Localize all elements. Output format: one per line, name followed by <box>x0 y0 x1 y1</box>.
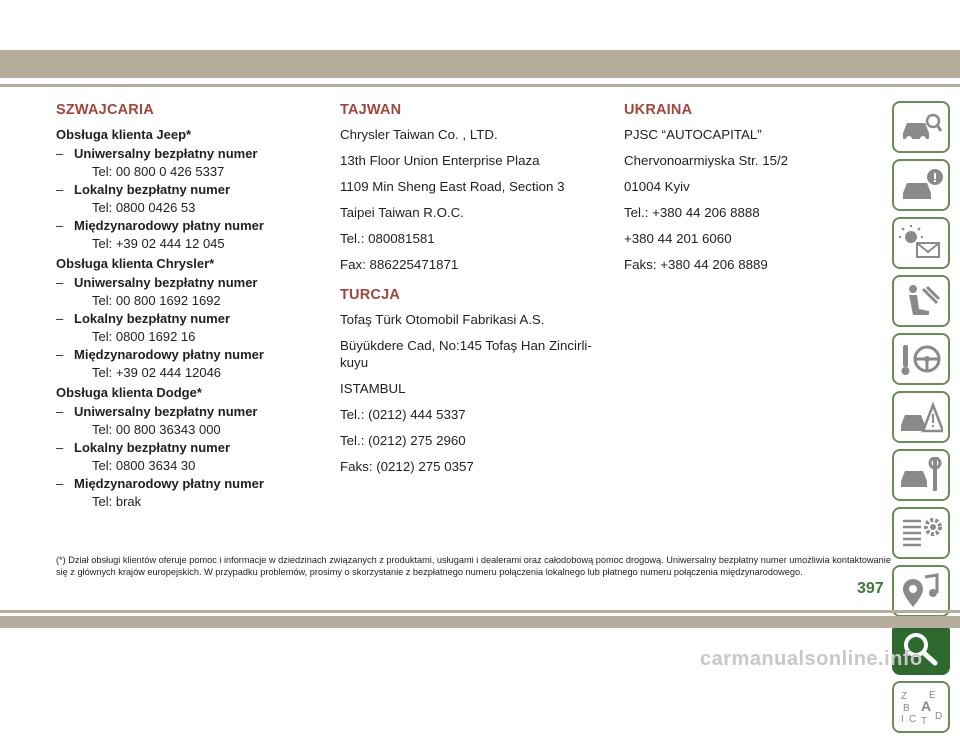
number-type <box>56 439 311 457</box>
number-type <box>56 310 311 328</box>
dash-bullet: – <box>56 347 64 362</box>
number-type <box>56 403 311 421</box>
contact-group <box>56 384 311 510</box>
tab-car-wrench[interactable] <box>892 449 950 501</box>
heading-turkey: TURCJA <box>340 287 401 303</box>
group-title: Obsługa klienta Jeep* <box>56 127 192 142</box>
number-type-label: Międzynarodowy płatny numer <box>74 476 264 491</box>
tab-car-info[interactable] <box>892 159 950 211</box>
phone-number: Tel: brak <box>92 493 142 509</box>
svg-text:Z: Z <box>901 691 908 702</box>
heading-taiwan: TAJWAN <box>340 102 402 118</box>
tab-warning-light-message[interactable] <box>892 217 950 269</box>
turkey-address <box>340 311 608 475</box>
media-navigation-icon <box>899 573 943 609</box>
car-magnifier-icon <box>899 109 943 145</box>
page-number: 397 <box>857 580 884 597</box>
dash-bullet: – <box>56 182 64 197</box>
phone-number: Tel: +39 02 444 12 045 <box>92 235 225 251</box>
phone-line: Tel.: 080081581 <box>340 231 435 246</box>
heading-ukraine: UKRAINA <box>624 102 693 118</box>
watermark: carmanualsonline.info <box>700 648 923 670</box>
number-type-label: Lokalny bezpłatny numer <box>74 182 231 197</box>
svg-text:D: D <box>935 711 943 722</box>
number-type-label: Uniwersalny bezpłatny numer <box>74 404 258 419</box>
dash-bullet: – <box>56 404 64 419</box>
address-line: Büyükdere Cad, No:145 Tofaş Han Zincirli-kuyu <box>340 338 592 370</box>
phone-line: Tel.: (0212) 275 2960 <box>340 433 466 448</box>
number-type <box>56 145 311 163</box>
address-line: 13th Floor Union Enterprise Plaza <box>340 153 540 168</box>
alphabetical-index-icon <box>899 689 943 725</box>
address-line: PJSC “AUTOCAPITAL” <box>624 127 762 142</box>
warning-light-message-icon <box>899 225 943 261</box>
dash-bullet: – <box>56 476 64 491</box>
phone-number: Tel: 00 800 1692 1692 <box>92 292 221 308</box>
dash-bullet: – <box>56 218 64 233</box>
svg-text:C: C <box>909 714 917 725</box>
tab-car-magnifier[interactable] <box>892 101 950 153</box>
dash-bullet: – <box>56 311 64 326</box>
bottom-decor-line <box>0 610 960 613</box>
dash-bullet: – <box>56 275 64 290</box>
address-line: Chervonoarmiyska Str. 15/2 <box>624 153 789 168</box>
dash-bullet: – <box>56 440 64 455</box>
car-wrench-icon <box>899 457 943 493</box>
specs-gear-icon <box>899 515 943 551</box>
bottom-decor-band <box>0 616 960 628</box>
tab-airbag-seat[interactable] <box>892 275 950 327</box>
address-line: 1109 Min Sheng East Road, Section 3 <box>340 179 565 194</box>
car-info-icon <box>899 167 943 203</box>
tab-specs-gear[interactable] <box>892 507 950 559</box>
fax-line: Fax: 886225471871 <box>340 257 459 272</box>
address-line: Tofaş Türk Otomobil Fabrikasi A.S. <box>340 312 545 327</box>
number-type-label: Lokalny bezpłatny numer <box>74 311 231 326</box>
airbag-seat-icon <box>899 283 943 319</box>
svg-text:E: E <box>929 690 936 701</box>
svg-text:A: A <box>921 698 932 714</box>
number-type-label: Lokalny bezpłatny numer <box>74 440 231 455</box>
tab-key-steering-wheel[interactable] <box>892 333 950 385</box>
contact-group <box>56 255 311 381</box>
fax-line: Faks: +380 44 206 8889 <box>624 257 768 272</box>
phone-number: Tel: 0800 1692 16 <box>92 328 196 344</box>
number-type-label: Międzynarodowy płatny numer <box>74 218 264 233</box>
number-type-label: Uniwersalny bezpłatny numer <box>74 275 258 290</box>
tab-car-hazard[interactable] <box>892 391 950 443</box>
number-type <box>56 217 311 235</box>
number-type <box>56 274 311 292</box>
address-line: Chrysler Taiwan Co. , LTD. <box>340 127 498 142</box>
top-decor-line <box>0 84 960 87</box>
svg-text:T: T <box>921 716 928 725</box>
number-type <box>56 346 311 364</box>
top-decor-band <box>0 50 960 78</box>
group-title: Obsługa klienta Dodge* <box>56 385 202 400</box>
heading-switzerland: SZWAJCARIA <box>56 102 154 118</box>
phone-line: Tel.: (0212) 444 5337 <box>340 407 466 422</box>
contact-group <box>56 126 311 252</box>
car-hazard-icon <box>899 399 943 435</box>
svg-text:I: I <box>901 714 904 725</box>
chapter-tabs <box>892 101 954 739</box>
number-type <box>56 181 311 199</box>
phone-number: Tel: 00 800 0 426 5337 <box>92 163 225 179</box>
number-type-label: Międzynarodowy płatny numer <box>74 347 264 362</box>
address-line: 01004 Kyiv <box>624 179 690 194</box>
phone-number: Tel: 00 800 36343 000 <box>92 421 221 437</box>
group-title: Obsługa klienta Chrysler* <box>56 256 215 271</box>
taiwan-address <box>340 126 608 273</box>
number-type-label: Uniwersalny bezpłatny numer <box>74 146 258 161</box>
switzerland-groups <box>56 126 311 510</box>
phone-number: Tel: 0800 0426 53 <box>92 199 196 215</box>
column-switzerland <box>56 102 311 513</box>
phone-number: Tel: +39 02 444 12046 <box>92 364 222 380</box>
address-line: Taipei Taiwan R.O.C. <box>340 205 464 220</box>
phone-line: Tel.: +380 44 206 8888 <box>624 205 760 220</box>
address-line: ISTAMBUL <box>340 381 406 396</box>
svg-text:B: B <box>903 703 910 714</box>
phone-number: Tel: 0800 3634 30 <box>92 457 196 473</box>
footnote: (*) Dział obsługi klientów oferuje pomoc i informacje w dziedzinach związanych z produktami, usługami i dealerami oraz całodobową pomoc drogową. Uniwersalny bezpłatny numer umożliwia kontaktowanie się z głównych krajów europejskich. W przypadku problemów, prosimy o skorzystanie z bezpłatnego numeru połączenia lokalnego lub płatnego numeru połączenia międzynarodowego. <box>56 555 891 577</box>
column-ukraine <box>624 102 874 282</box>
phone-line: +380 44 201 6060 <box>624 231 732 246</box>
number-type <box>56 475 311 493</box>
column-taiwan-turkey <box>340 102 608 484</box>
tab-alphabetical-index[interactable] <box>892 681 950 733</box>
dash-bullet: – <box>56 146 64 161</box>
key-steering-wheel-icon <box>899 341 943 377</box>
fax-line: Faks: (0212) 275 0357 <box>340 459 474 474</box>
